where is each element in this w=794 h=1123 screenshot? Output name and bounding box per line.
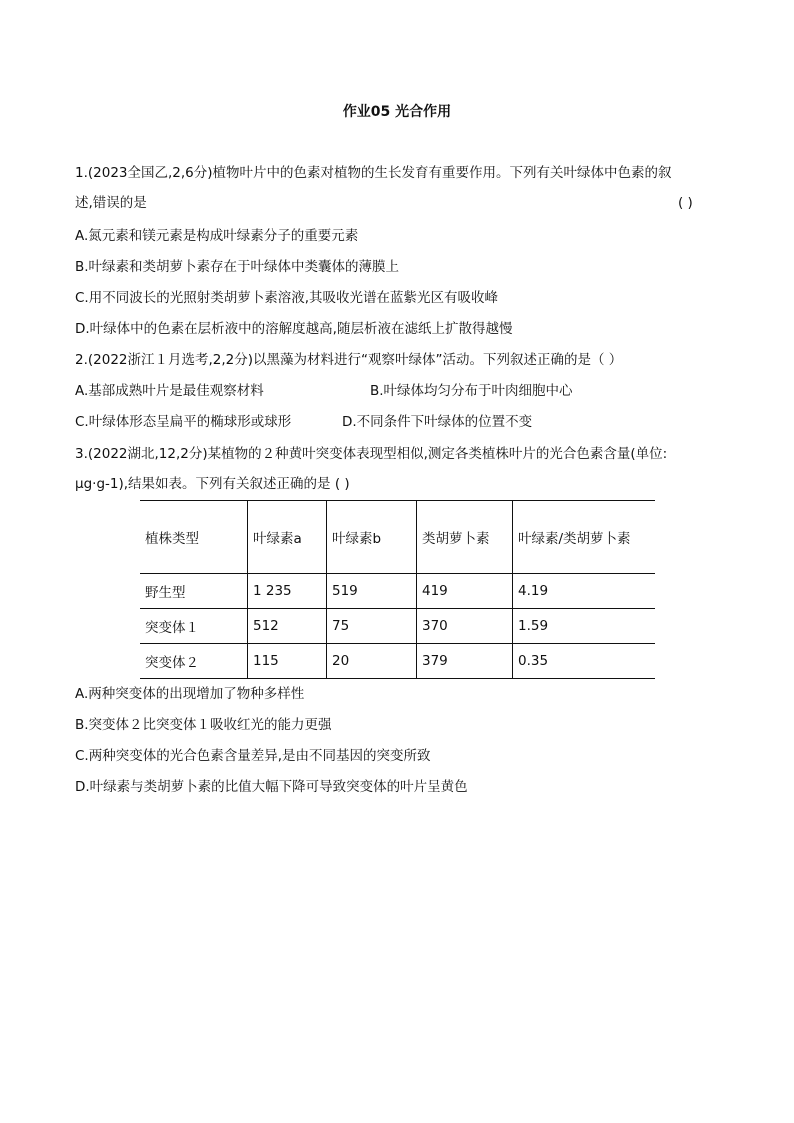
table-cell: 419 [417, 574, 513, 609]
table-cell: 370 [417, 609, 513, 644]
table-cell: 4.19 [513, 574, 656, 609]
question-3-option-c: C.两种突变体的光合色素含量差异,是由不同基因的突变所致 [75, 748, 431, 764]
table-cell: 1 235 [248, 574, 327, 609]
question-1-option-c: C.用不同波长的光照射类胡萝卜素溶液,其吸收光谱在蓝紫光区有吸收峰 [75, 290, 499, 306]
table-header-cell: 叶绿素a [248, 501, 327, 574]
table-header-cell: 类胡萝卜素 [417, 501, 513, 574]
table-row [140, 574, 655, 609]
question-1-stem-line-2: 述,错误的是 [75, 195, 147, 211]
table-cell: 512 [248, 609, 327, 644]
table-cell: 75 [327, 609, 417, 644]
table-header-cell: 叶绿素b [327, 501, 417, 574]
question-3-stem-line-1: 3.(2022湖北,12,2分)某植物的２种黄叶突变体表现型相似,测定各类植株叶片的光合色素含量(单位: [75, 446, 668, 462]
question-1-option-d: D.叶绿体中的色素在层析液中的溶解度越高,随层析液在滤纸上扩散得越慢 [75, 321, 513, 337]
table-row [140, 644, 655, 679]
table-cell: 野生型 [140, 574, 248, 609]
question-1-answer-blank: ( ) [678, 195, 693, 211]
question-1-option-a: A.氮元素和镁元素是构成叶绿素分子的重要元素 [75, 228, 359, 244]
question-2-stem: 2.(2022浙江１月选考,2,2分)以黑藻为材料进行“观察叶绿体”活动。下列叙述正确的是（ ） [75, 352, 623, 368]
page-title: 作业05 光合作用 [342, 104, 452, 120]
table-cell: 379 [417, 644, 513, 679]
table-header-cell: 植株类型 [140, 501, 248, 574]
table-cell: 115 [248, 644, 327, 679]
table-cell: 519 [327, 574, 417, 609]
table-header-row [140, 501, 655, 574]
question-3-option-d: D.叶绿素与类胡萝卜素的比值大幅下降可导致突变体的叶片呈黄色 [75, 779, 468, 795]
table-cell: 突变体２ [140, 644, 248, 679]
question-3-option-a: A.两种突变体的出现增加了物种多样性 [75, 686, 305, 702]
question-3-stem-line-2: μg·g-1),结果如表。下列有关叙述正确的是 ( ) [75, 476, 350, 492]
question-3-option-b: B.突变体２比突变体１吸收红光的能力更强 [75, 717, 332, 733]
question-2-option-b: B.叶绿体均匀分布于叶肉细胞中心 [370, 383, 573, 399]
question-2-option-a: A.基部成熟叶片是最佳观察材料 [75, 383, 264, 399]
table-cell: 20 [327, 644, 417, 679]
question-2-option-c: C.叶绿体形态呈扁平的椭球形或球形 [75, 414, 292, 430]
question-1-stem-line-1: 1.(2023全国乙,2,6分)植物叶片中的色素对植物的生长发育有重要作用。下列有关叶绿体中色素的叙 [75, 165, 672, 181]
table-header-cell: 叶绿素/类胡萝卜素 [513, 501, 656, 574]
table-cell: 0.35 [513, 644, 656, 679]
question-2-option-d: D.不同条件下叶绿体的位置不变 [342, 414, 533, 430]
table-cell: 突变体１ [140, 609, 248, 644]
table-row [140, 609, 655, 644]
table-cell: 1.59 [513, 609, 656, 644]
question-1-option-b: B.叶绿素和类胡萝卜素存在于叶绿体中类囊体的薄膜上 [75, 259, 400, 275]
pigment-content-table [140, 500, 655, 679]
